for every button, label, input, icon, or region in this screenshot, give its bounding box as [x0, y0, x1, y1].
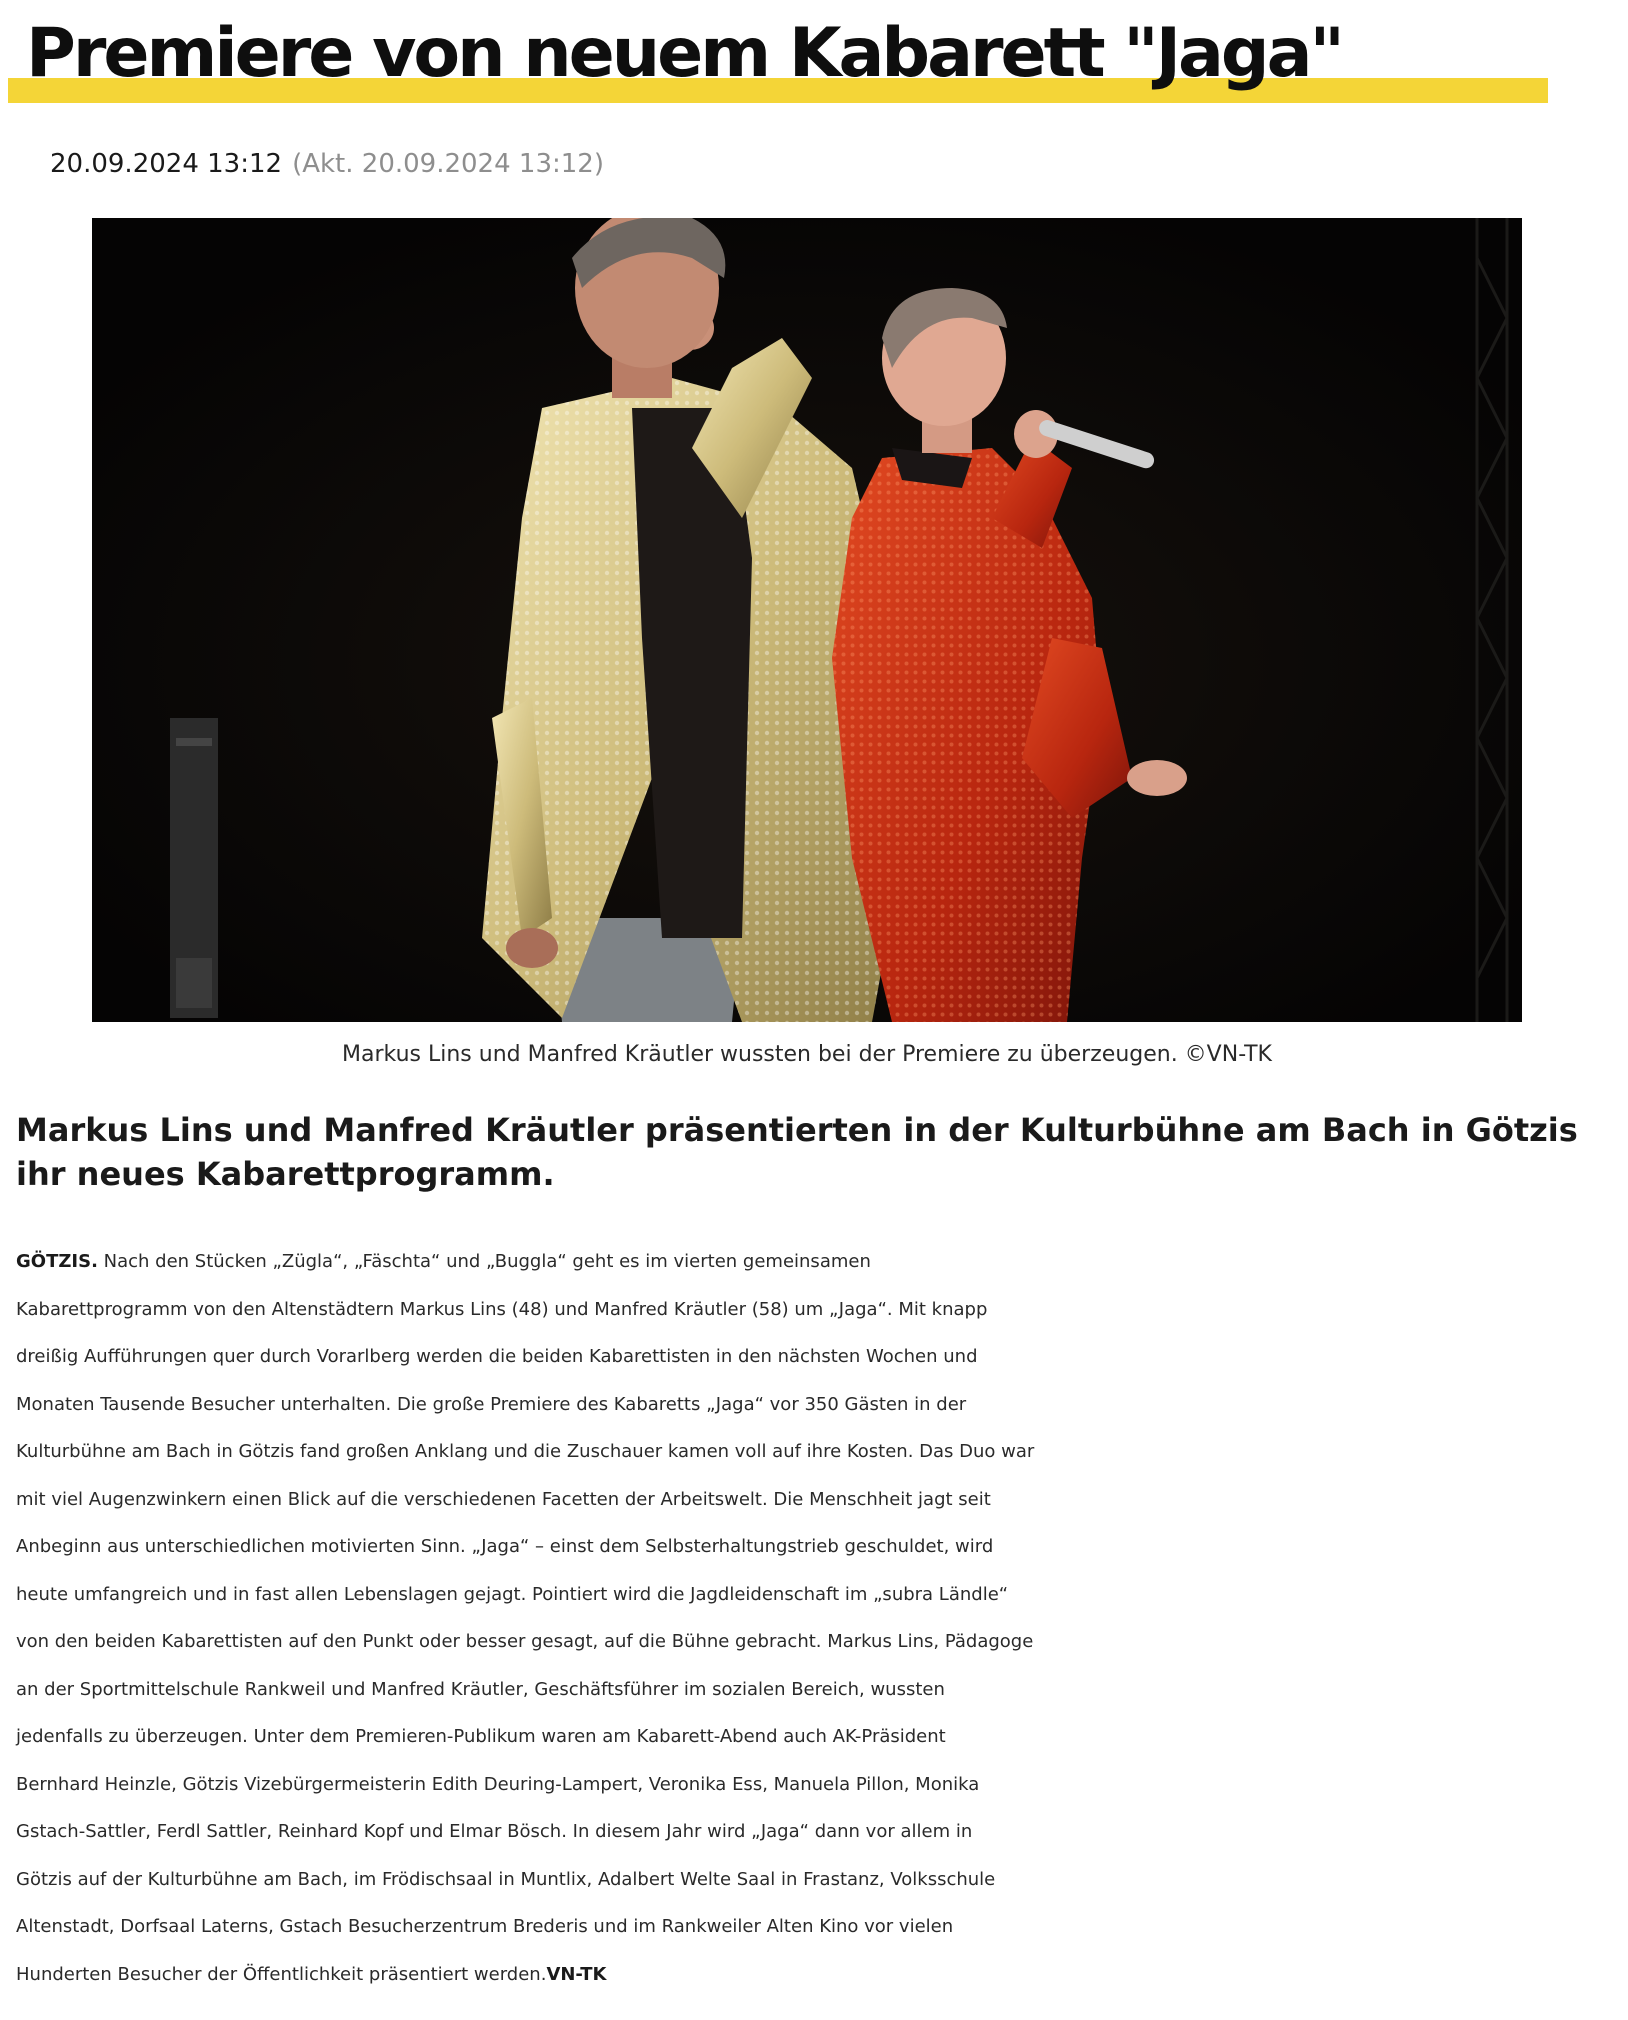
- update-date: (Akt. 20.09.2024 13:12): [292, 149, 604, 179]
- body-line: jedenfalls zu überzeugen. Unter dem Premieren-Publikum waren am Kabarett-Abend auch AK-Präsident: [16, 1726, 946, 1747]
- body-line: von den beiden Kabarettisten auf den Punkt oder besser gesagt, auf die Bühne gebracht. Markus Lins, Pädagoge: [16, 1631, 1034, 1652]
- headline-block: [8, 4, 1548, 106]
- article-photo[interactable]: [92, 218, 1522, 1022]
- body-line: Kulturbühne am Bach in Götzis fand großen Anklang und die Zuschauer kamen voll auf ihre Kosten. Das Duo war: [16, 1441, 1035, 1462]
- body-line: Kabarettprogramm von den Altenstädtern Markus Lins (48) und Manfred Kräutler (58) um „Jaga“. Mit knapp: [16, 1298, 988, 1320]
- photo-two-performers-on-stage-icon: [92, 218, 1522, 1022]
- article-meta: [50, 146, 604, 182]
- body-line: an der Sportmittelschule Rankweil und Manfred Kräutler, Geschäftsführer im sozialen Bereich, wussten: [16, 1678, 945, 1700]
- body-line: GÖTZIS. Nach den Stücken „Zügla“, „Fäschta“ und „Buggla“ geht es im vierten gemeinsamen: [16, 1251, 871, 1272]
- body-line: Altenstadt, Dorfsaal Laterns, Gstach Besucherzentrum Brederis und im Rankweiler Alten Kino vor vielen: [16, 1916, 954, 1937]
- body-line: heute umfangreich und in fast allen Lebenslagen gejagt. Pointiert wird die Jagdleidenschaft im „subra Ländle“: [16, 1583, 1009, 1605]
- body-line: dreißig Aufführungen quer durch Vorarlberg werden die beiden Kabarettisten in den nächsten Wochen und: [16, 1346, 978, 1367]
- body-line: Gstach-Sattler, Ferdl Sattler, Reinhard Kopf und Elmar Bösch. In diesem Jahr wird „Jaga“ dann vor allem in: [16, 1821, 973, 1842]
- article-title: Premiere von neuem Kabarett "Jaga": [26, 14, 1342, 93]
- article-body: [16, 1238, 1616, 1998]
- body-line: Hunderten Besucher der Öffentlichkeit präsentiert werden.VN-TK: [16, 1963, 607, 1985]
- body-line: mit viel Augenzwinkern einen Blick auf die verschiedenen Facetten der Arbeitswelt. Die Menschheit jagt seit: [16, 1488, 991, 1510]
- body-line: Monaten Tausende Besucher unterhalten. Die große Premiere des Kabaretts „Jaga“ vor 350 Gästen in der: [16, 1393, 967, 1415]
- article-lead: Markus Lins und Manfred Kräutler präsentierten in der Kulturbühne am Bach in Götzis ihr neues Kabarettprogramm.: [16, 1111, 1578, 1193]
- byline: VN-TK: [546, 1963, 607, 1985]
- dateline: GÖTZIS.: [16, 1251, 98, 1272]
- photo-caption: Markus Lins und Manfred Kräutler wussten bei der Premiere zu überzeugen. ©VN-TK: [342, 1042, 1272, 1067]
- publish-date: 20.09.2024 13:12: [50, 149, 283, 179]
- body-line: Götzis auf der Kulturbühne am Bach, im Frödischsaal in Muntlix, Adalbert Welte Saal in Frastanz, Volksschule: [16, 1868, 996, 1890]
- body-line: Bernhard Heinzle, Götzis Vizebürgermeisterin Edith Deuring-Lampert, Veronika Ess, Manuela Pillon, Monika: [16, 1773, 980, 1795]
- body-line: Anbeginn aus unterschiedlichen motivierten Sinn. „Jaga“ – einst dem Selbsterhaltungstrieb geschuldet, wird: [16, 1536, 994, 1557]
